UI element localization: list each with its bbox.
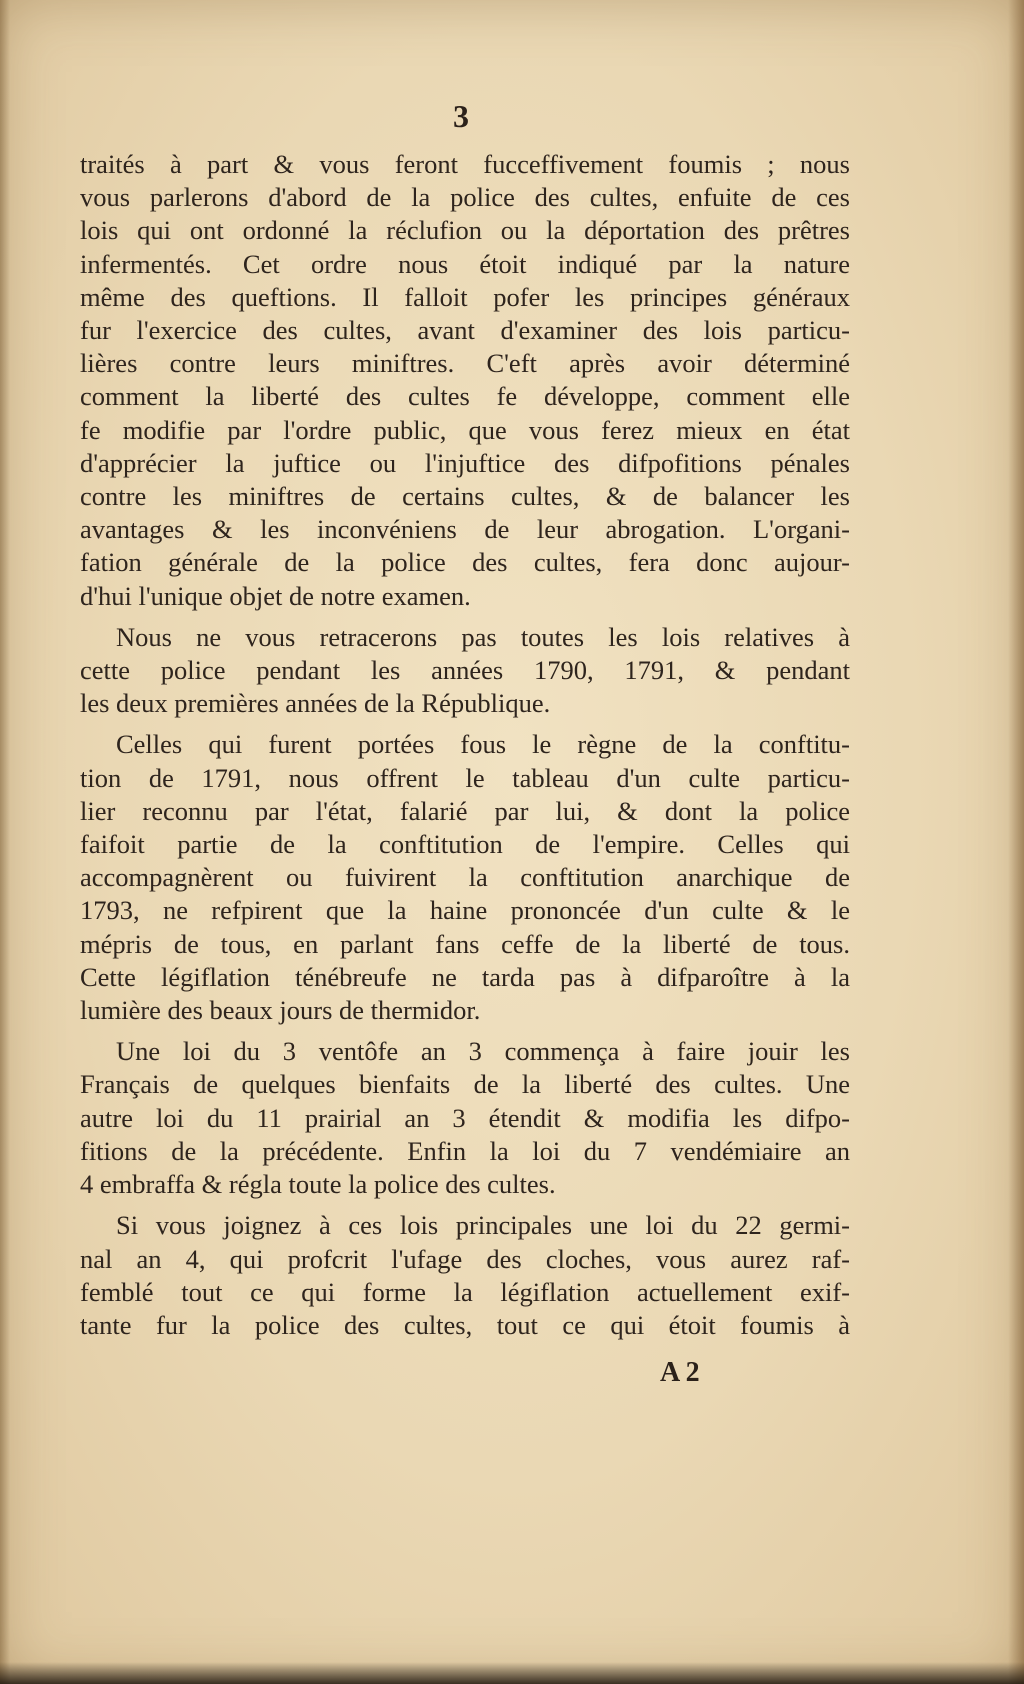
paragraph-5 <box>80 1209 850 1342</box>
text-line: accompagnèrent ou fuivirent la conftitution anarchique de <box>80 862 850 893</box>
text-line: même des queftions. Il falloit pofer les principes généraux <box>80 281 850 312</box>
text-line: lières contre leurs miniftres. C'eft après avoir déterminé <box>80 348 850 379</box>
page-right-edge <box>1008 0 1024 1684</box>
text-line: lier reconnu par l'état, falarié par lui, & dont la police <box>80 795 850 826</box>
paragraph-gap <box>80 1201 850 1209</box>
paragraph-gap <box>80 1027 850 1035</box>
paragraph-1 <box>80 148 850 613</box>
text-line: tion de 1791, nous offrent le tableau d'un culte particu- <box>80 762 850 793</box>
text-line: fitions de la précédente. Enfin la loi du 7 vendémiaire an <box>80 1135 850 1166</box>
text-line: comment la liberté des cultes fe développe, comment elle <box>80 381 850 412</box>
paragraph-2 <box>80 621 850 721</box>
text-line: vous parlerons d'abord de la police des cultes, enfuite de ces <box>80 182 850 213</box>
text-line: femblé tout ce qui forme la légiflation actuellement exif- <box>80 1276 850 1307</box>
text-line: 4 embraffa & régla toute la police des cultes. <box>80 1169 556 1200</box>
text-line: traités à part & vous feront fucceffivement foumis ; nous <box>80 149 850 179</box>
paragraph-gap <box>80 613 850 621</box>
text-line: autre loi du 11 prairial an 3 étendit & modifia les difpo- <box>80 1102 850 1133</box>
text-line: mépris de tous, en parlant fans ceffe de la liberté de tous. <box>80 928 850 959</box>
text-line: lois qui ont ordonné la réclufion ou la déportation des prêtres <box>80 215 850 246</box>
body-text <box>80 148 850 1342</box>
text-line: faifoit partie de la conftitution de l'empire. Celles qui <box>80 829 850 860</box>
text-line: d'hui l'unique objet de notre examen. <box>80 580 471 611</box>
text-line: nal an 4, qui profcrit l'ufage des cloches, vous aurez raf- <box>80 1243 850 1274</box>
text-line: fation générale de la police des cultes, fera donc aujour- <box>80 547 850 578</box>
text-line: fur l'exercice des cultes, avant d'examiner des lois particu- <box>80 315 850 346</box>
text-line: d'apprécier la juftice ou l'injuftice des difpofitions pénales <box>80 447 850 478</box>
text-line: fe modifie par l'ordre public, que vous ferez mieux en état <box>80 414 850 445</box>
signature-mark: A 2 <box>660 1357 700 1388</box>
paragraph-gap <box>80 720 850 728</box>
text-line: contre les miniftres de certains cultes, & de balancer les <box>80 481 850 512</box>
page-bottom-edge <box>0 1662 1024 1684</box>
text-line: Cette légiflation ténébreufe ne tarda pas à difparoître à la <box>80 961 850 992</box>
page-number: 3 <box>453 98 469 134</box>
text-line: Français de quelques bienfaits de la liberté des cultes. Une <box>80 1069 850 1100</box>
text-line: 1793, ne refpirent que la haine prononcée d'un culte & le <box>80 895 850 926</box>
text-line: Si vous joignez à ces lois principales une loi du 22 germi- <box>116 1210 850 1241</box>
text-line: tante fur la police des cultes, tout ce qui étoit foumis à <box>80 1309 850 1340</box>
paragraph-4 <box>80 1035 850 1201</box>
text-line: Nous ne vous retracerons pas toutes les lois relatives à <box>116 621 850 652</box>
text-line: cette police pendant les années 1790, 1791, & pendant <box>80 655 850 686</box>
text-line: infermentés. Cet ordre nous étoit indiqué par la nature <box>80 248 850 279</box>
text-line: les deux premières années de la République. <box>80 688 551 719</box>
text-line: avantages & les inconvéniens de leur abrogation. L'organi- <box>80 514 850 545</box>
text-line: Celles qui furent portées fous le règne de la conftitu- <box>116 729 850 760</box>
text-line: Une loi du 3 ventôfe an 3 commença à faire jouir les <box>116 1036 850 1067</box>
page-left-edge <box>0 0 10 1684</box>
text-line: lumière des beaux jours de thermidor. <box>80 995 481 1026</box>
paragraph-3 <box>80 728 850 1027</box>
